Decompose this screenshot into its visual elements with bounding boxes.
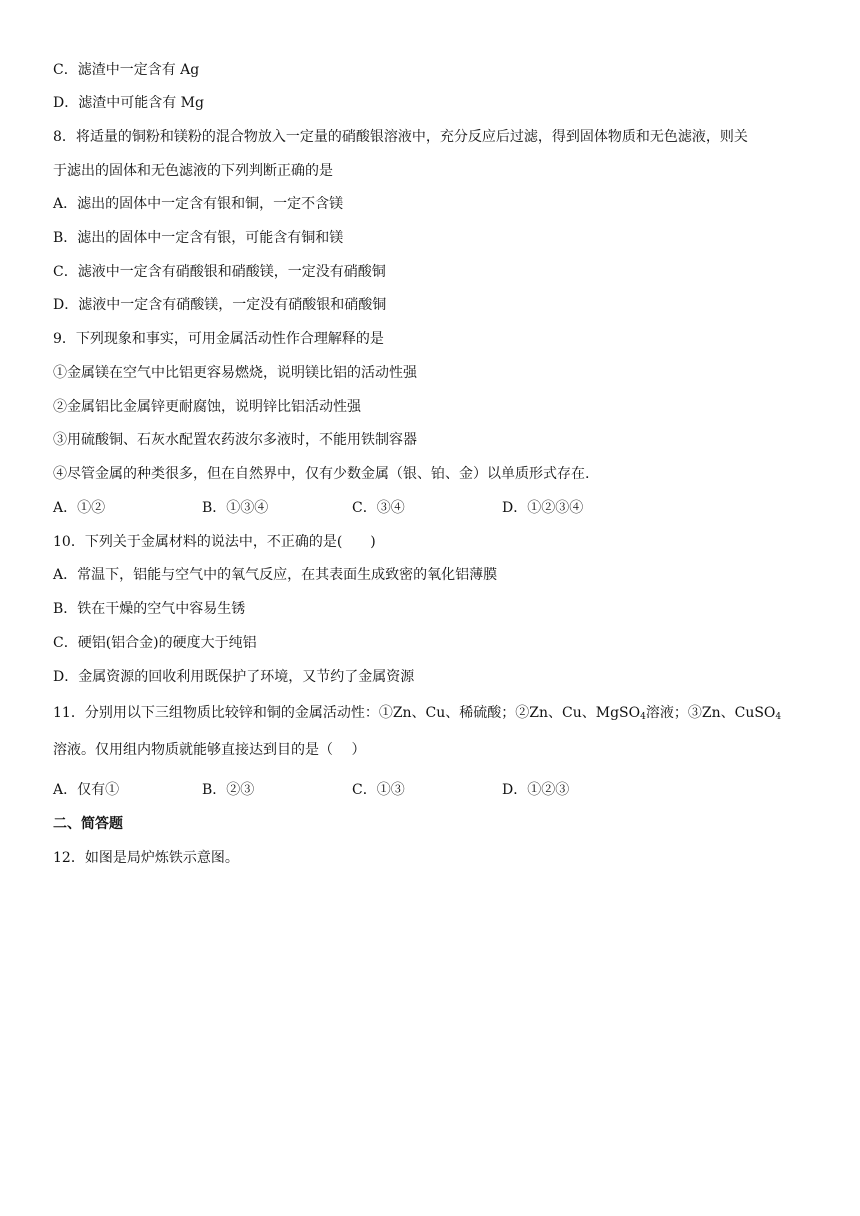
q9-statement-3: ③用硫酸铜、石灰水配置农药波尔多液时，不能用铁制容器 (53, 432, 417, 448)
q9-option-b: B．①③④ (202, 500, 269, 516)
q9-option-d: D．①②③④ (502, 500, 584, 516)
q11-option-a: A．仅有① (53, 782, 120, 798)
q9-statement-2: ②金属铝比金属锌更耐腐蚀，说明锌比铝活动性强 (53, 399, 361, 415)
q11-option-c: C．①③ (352, 782, 405, 798)
q8-option-d: D．滤液中一定含有硝酸镁，一定没有硝酸银和硝酸铜 (53, 297, 387, 313)
q11-stem-line1 (53, 703, 781, 723)
q11-stem-part2: 溶液；③Zn、CuSO (645, 705, 776, 721)
q9-statement-1: ①金属镁在空气中比铝更容易燃烧，说明镁比铝的活动性强 (53, 365, 417, 381)
q9-option-a: A．①② (53, 500, 106, 516)
q11-option-d: D．①②③ (502, 782, 570, 798)
section-heading-short-answer: 二、简答题 (53, 816, 123, 832)
q8-option-b: B．滤出的固体中一定含有银，可能含有铜和镁 (53, 230, 344, 246)
q9-statement-4: ④尽管金属的种类很多，但在自然界中，仅有少数金属（银、铂、金）以单质形式存在. (53, 466, 590, 482)
q11-subscript-2: 4 (775, 712, 782, 722)
q7-option-c: C．滤渣中一定含有 Ag (53, 62, 200, 78)
q10-option-b: B．铁在干燥的空气中容易生锈 (53, 601, 246, 617)
q8-stem-line1: 8．将适量的铜粉和镁粉的混合物放入一定量的硝酸银溶液中，充分反应后过滤，得到固体物质和无色滤液，则关 (53, 129, 748, 145)
q11-option-b: B．②③ (202, 782, 255, 798)
q10-option-a: A．常温下，铝能与空气中的氧气反应，在其表面生成致密的氧化铝薄膜 (53, 567, 498, 583)
q8-stem-line2: 于滤出的固体和无色滤液的下列判断正确的是 (53, 163, 333, 179)
q10-stem: 10．下列关于金属材料的说法中，不正确的是( ) (53, 534, 376, 550)
q11-stem-part1: 11．分别用以下三组物质比较锌和铜的金属活动性：①Zn、Cu、稀硫酸；②Zn、Cu、MgSO (53, 705, 641, 721)
q9-option-c: C．③④ (352, 500, 405, 516)
q8-option-c: C．滤液中一定含有硝酸银和硝酸镁，一定没有硝酸铜 (53, 264, 386, 280)
q10-option-c: C．硬铝(铝合金)的硬度大于纯铝 (53, 635, 257, 651)
q8-option-a: A．滤出的固体中一定含有银和铜，一定不含镁 (53, 196, 344, 212)
q11-subscript-1: 4 (640, 712, 646, 722)
q10-option-d: D．金属资源的回收利用既保护了环境，又节约了金属资源 (53, 669, 415, 685)
q12-stem: 12．如图是局炉炼铁示意图。 (53, 850, 239, 866)
q9-stem: 9．下列现象和事实，可用金属活动性作合理解释的是 (53, 331, 384, 347)
q7-option-d: D．滤渣中可能含有 Mg (53, 95, 204, 111)
q11-stem-line2: 溶液。仅用组内物质就能够直接达到目的是（ ） (53, 742, 366, 758)
